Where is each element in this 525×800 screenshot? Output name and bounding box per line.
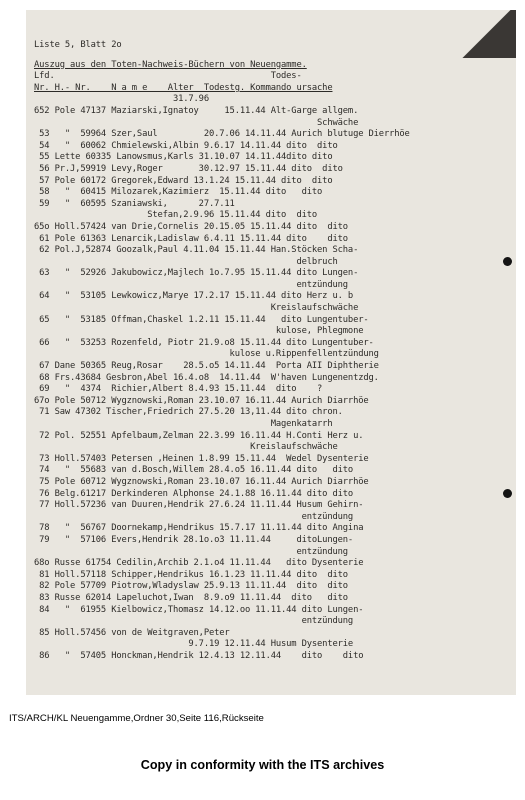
record-line: 77 Holl.57236 van Duuren,Hendrik 27.6.24 11.11.44 Husum Gehirn- bbox=[34, 500, 364, 511]
record-line: Kreislaufschwäche bbox=[34, 303, 359, 314]
record-line: kulose u.Rippenfellentzündung bbox=[34, 349, 379, 360]
record-line: 62 Pol.J,52874 Goozalk,Paul 4.11.04 15.11.44 Han.Stöcken Scha- bbox=[34, 245, 359, 256]
record-line: 72 Pol. 52551 Apfelbaum,Zelman 22.3.99 16.11.44 H.Conti Herz u. bbox=[34, 430, 364, 441]
punch-hole bbox=[503, 257, 512, 266]
record-line: entzündung bbox=[34, 511, 354, 522]
record-line: 81 Holl.57118 Schipper,Hendrikus 16.1.23 11.11.44 dito dito bbox=[34, 569, 348, 580]
record-line: delbruch bbox=[34, 256, 338, 267]
record-line: 67 Dane 50365 Reug,Rosar 28.5.o5 14.11.44 Porta AII Diphtherie bbox=[34, 361, 379, 372]
record-line: 64 " 53105 Lewkowicz,Marye 17.2.17 15.11.44 dito Herz u. b bbox=[34, 291, 354, 302]
document-sheet bbox=[26, 10, 516, 695]
record-line: 85 Holl.57456 von de Weitgraven,Peter bbox=[34, 627, 230, 638]
record-line: 65 " 53185 Offman,Chaskel 1.2.11 15.11.44 dito Lungentuber- bbox=[34, 314, 369, 325]
record-line: entzündung bbox=[34, 546, 348, 557]
record-line: 74 " 55683 van d.Bosch,Willem 28.4.o5 16.11.44 dito dito bbox=[34, 465, 354, 476]
record-line: 56 Pr.J,59919 Levy,Roger 30.12.97 15.11.44 dito dito bbox=[34, 163, 343, 174]
record-line: Stefan,2.9.96 15.11.44 dito dito bbox=[34, 210, 318, 221]
record-line: 69 " 4374 Richier,Albert 8.4.93 15.11.44 dito ? bbox=[34, 384, 323, 395]
record-line: 76 Belg.61217 Derkinderen Alphonse 24.1.88 16.11.44 dito dito bbox=[34, 488, 354, 499]
birth-date-line: 31.7.96 bbox=[34, 94, 209, 105]
record-line: 67o Pole 50712 Wygznowski,Roman 23.10.07 16.11.44 Aurich Diarrhöe bbox=[34, 395, 369, 406]
record-line: kulose, Phlegmone bbox=[34, 326, 364, 337]
record-line: 84 " 61955 Kielbowicz,Thomasz 14.12.oo 11.11.44 dito Lungen- bbox=[34, 604, 364, 615]
record-line: 54 " 60062 Chmielewski,Albin 9.6.17 14.11.44 dito dito bbox=[34, 140, 338, 151]
record-line: 65o Holl.57424 van Drie,Cornelis 20.15.05 15.11.44 dito dito bbox=[34, 221, 348, 232]
record-line: 9.7.19 12.11.44 Husum Dysenterie bbox=[34, 639, 354, 650]
record-line: 57 Pole 60172 Gregorek,Edward 13.1.24 15.11.44 dito dito bbox=[34, 175, 333, 186]
record-line: 66 " 53253 Rozenfeld, Piotr 21.9.o8 15.11.44 dito Lungentuber- bbox=[34, 337, 374, 348]
record-line: 73 Holl.57403 Petersen ,Heinen 1.8.99 15.11.44 Wedel Dysenterie bbox=[34, 453, 369, 464]
record-line: 58 " 60415 Milozarek,Kazimierz 15.11.44 dito dito bbox=[34, 187, 323, 198]
column-header-1: Lfd. Todes- bbox=[34, 71, 302, 82]
record-line: 86 " 57405 Honckman,Hendrik 12.4.13 12.11.44 dito dito bbox=[34, 650, 364, 661]
record-line: entzündung bbox=[34, 616, 354, 627]
list-subtitle: Auszug aus den Toten-Nachweis-Büchern von Neuengamme. bbox=[34, 59, 307, 70]
record-line: 75 Pole 60712 Wygznowski,Roman 23.10.07 16.11.44 Aurich Diarrhöe bbox=[34, 476, 369, 487]
record-line: Kreislaufschwäche bbox=[34, 442, 338, 453]
list-title: Liste 5, Blatt 2o bbox=[34, 40, 122, 50]
record-line: 53 " 59964 Szer,Saul 20.7.06 14.11.44 Aurich blutuge Dierrhöe bbox=[34, 129, 410, 140]
record-line: 83 Russe 62014 Lapeluchot,Iwan 8.9.o9 11.11.44 dito dito bbox=[34, 592, 348, 603]
record-rows bbox=[34, 106, 510, 663]
record-line: 68o Russe 61754 Cedilin,Archib 2.1.o4 11.11.44 dito Dysenterie bbox=[34, 558, 364, 569]
record-line: 68 Frs.43684 Gesbron,Abel 16.4.o8 14.11.44 W'haven Lungenentzdg. bbox=[34, 372, 379, 383]
record-line: 79 " 57106 Evers,Hendrik 28.1o.o3 11.11.44 ditoLungen- bbox=[34, 534, 354, 545]
record-line: 71 Saw 47302 Tischer,Friedrich 27.5.20 13,11.44 dito chron. bbox=[34, 407, 343, 418]
record-line: 55 Lette 60335 Lanowsmus,Karls 31.10.07 14.11.44dito dito bbox=[34, 152, 333, 163]
archive-reference: ITS/ARCH/KL Neuengamme,Ordner 30,Seite 116,Rückseite bbox=[9, 713, 264, 724]
record-line: 652 Pole 47137 Maziarski,Ignatoy 15.11.44 Alt-Garge allgem. bbox=[34, 105, 359, 116]
record-line: Schwäche bbox=[34, 117, 359, 128]
death-list-text bbox=[34, 40, 510, 662]
record-line: 82 Pole 57709 Piotrow,Wladyslaw 25.9.13 11.11.44 dito dito bbox=[34, 581, 348, 592]
record-line: entzündung bbox=[34, 279, 348, 290]
record-line: 63 " 52926 Jakubowicz,Majlech 1o.7.95 15.11.44 dito Lungen- bbox=[34, 268, 359, 279]
record-line: 78 " 56767 Doornekamp,Hendrikus 15.7.17 11.11.44 dito Angina bbox=[34, 523, 364, 534]
record-line: 59 " 60595 Szaniawski, 27.7.11 bbox=[34, 198, 235, 209]
archive-notice: Copy in conformity with the ITS archives bbox=[140, 758, 385, 772]
record-line: 61 Pole 61363 Lenarcik,Ladislaw 6.4.11 15.11.44 dito dito bbox=[34, 233, 348, 244]
column-header-2: Nr. H.- Nr. N a m e Alter Todestg. Kommando ursache bbox=[34, 82, 333, 93]
punch-hole bbox=[503, 489, 512, 498]
record-line: Magenkatarrh bbox=[34, 419, 333, 429]
